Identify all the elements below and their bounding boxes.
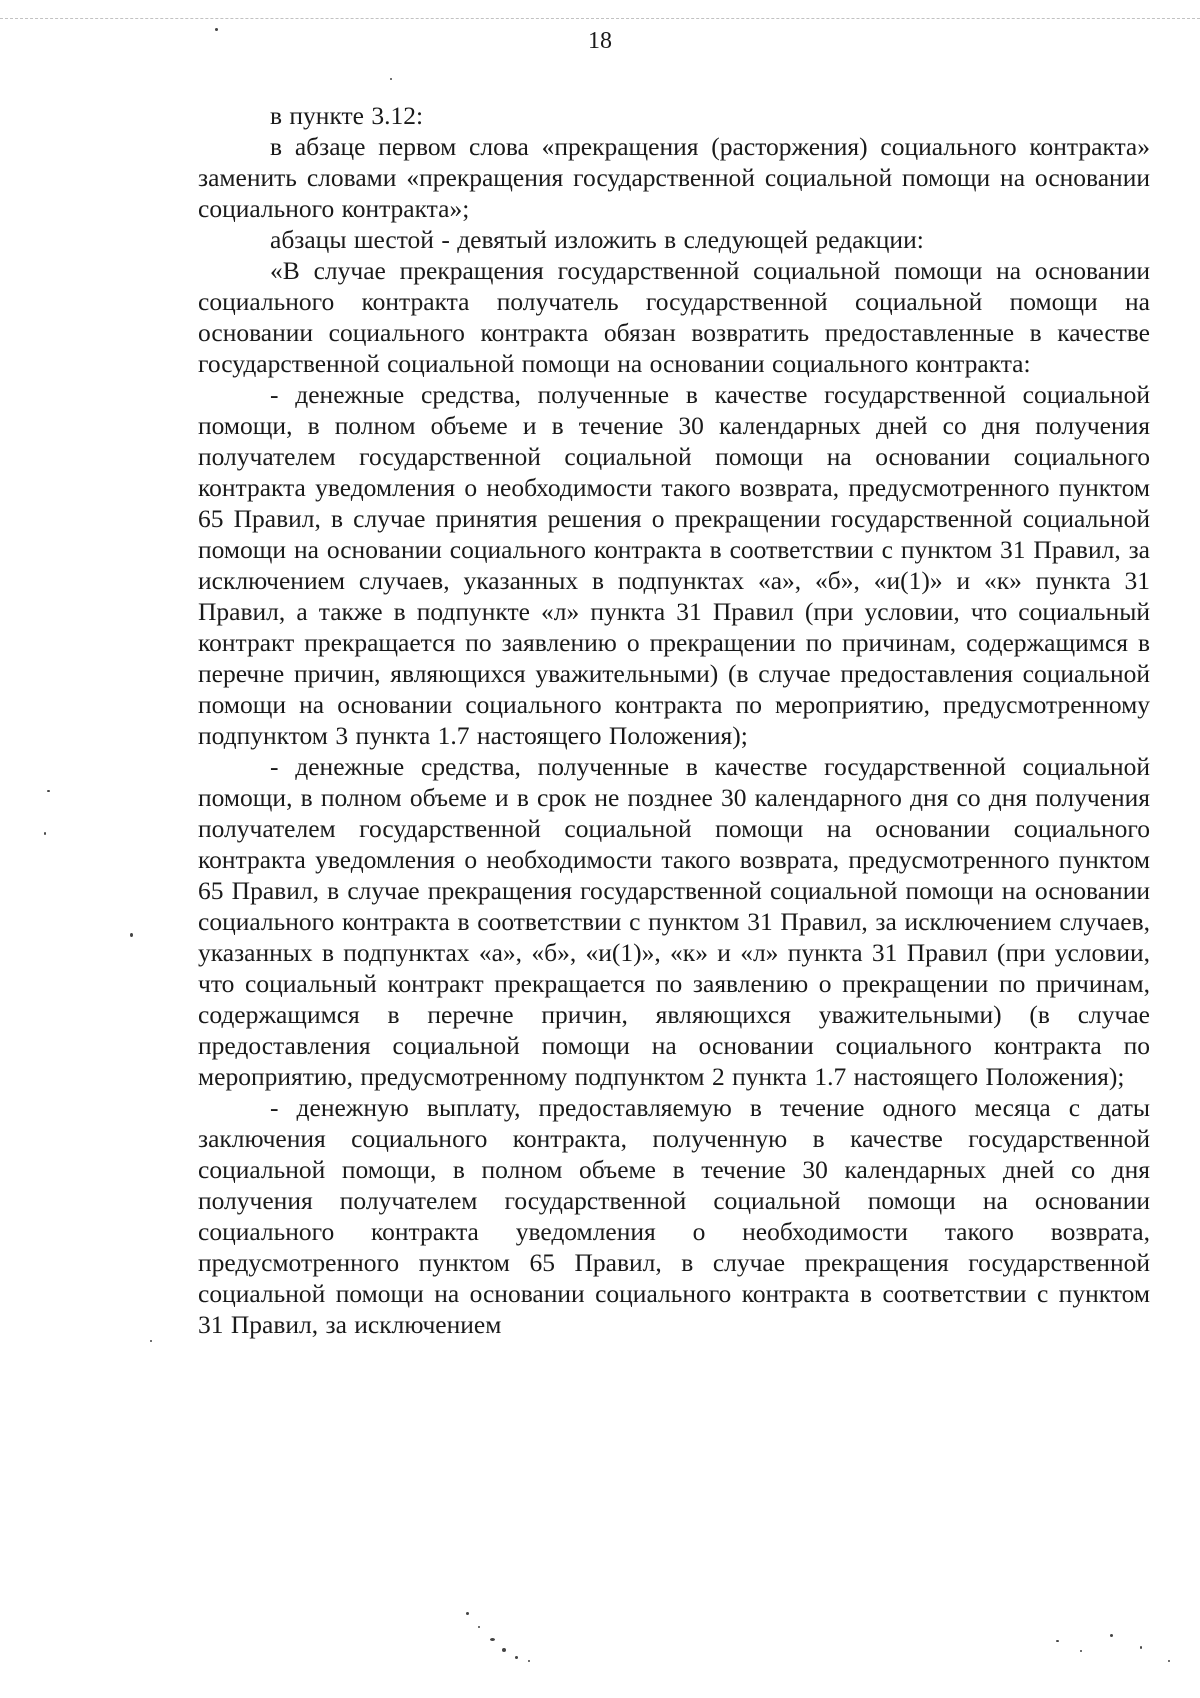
- paragraph-abzacs-6-9: абзацы шестой - девятый изложить в следующей редакции:: [270, 225, 924, 254]
- scan-top-edge: [0, 18, 1200, 19]
- paragraph-first-abzac-amendment: в абзаце первом слова «прекращения (расторжения) социального контракта» заменить словами «прекращения государственной социальной помощи на основании социального контракта»;: [198, 132, 1150, 223]
- page-number: 18: [588, 28, 612, 54]
- list-item-funds-deadline: - денежные средства, полученные в качестве государственной социальной помощи, в полном объеме и в срок не позднее 30 календарного дня со дня получения получателем государственной социальной помощи на основании социального контракта уведомления о необходимости такого возврата, предусмотренного пунктом 65 Правил, в случае прекращения государственной социальной помощи на основании социального контракта в соответствии с пунктом 31 Правил, за исключением случаев, указанных в подпунктах «а», «б», «и(1)», «к» и «л» пункта 31 Правил (при условии, что социальный контракт прекращается по заявлению о прекращении по причинам, содержащимся в перечне причин, являющихся уважительными) (в случае предоставления социальной помощи на основании социального контракта по мероприятию, предусмотренному подпунктом 2 пункта 1.7 настоящего Положения);: [198, 752, 1150, 1091]
- list-item-funds-30-days: - денежные средства, полученные в качестве государственной социальной помощи, в полном объеме и в течение 30 календарных дней со дня получения получателем государственной социальной помощи на основании социального контракта уведомления о необходимости такого возврата, предусмотренного пунктом 65 Правил, в случае принятия решения о прекращении государственной социальной помощи на основании социального контракта в соответствии с пунктом 31 Правил, за исключением случаев, указанных в подпунктах «а», «б», «и(1)» и «к» пункта 31 Правил, а также в подпункте «л» пункта 31 Правил (при условии, что социальный контракт прекращается по заявлению о прекращении по причинам, содержащимся в перечне причин, являющихся уважительными) (в случае предоставления социальной помощи на основании социального контракта по мероприятию, предусмотренному подпунктом 3 пункта 1.7 настоящего Положения);: [198, 380, 1150, 750]
- paragraph-return-obligation: «В случае прекращения государственной социальной помощи на основании социального контракта получатель государственной социальной помощи на основании социального контракта обязан возвратить предоставленные в качестве государственной социальной помощи на основании социального контракта:: [198, 256, 1150, 378]
- list-item-monthly-payment: - денежную выплату, предоставляемую в течение одного месяца с даты заключения социального контракта, полученную в качестве государственной социальной помощи, в полном объеме в течение 30 календарных дней со дня получения получателем государственной социальной помощи на основании социального контракта уведомления о необходимости такого возврата, предусмотренного пунктом 65 Правил, в случае прекращения государственной социальной помощи на основании социального контракта в соответствии с пунктом 31 Правил, за исключением: [198, 1093, 1150, 1339]
- document-body: [198, 100, 1150, 1340]
- paragraph-point-3-12: в пункте 3.12:: [270, 101, 424, 130]
